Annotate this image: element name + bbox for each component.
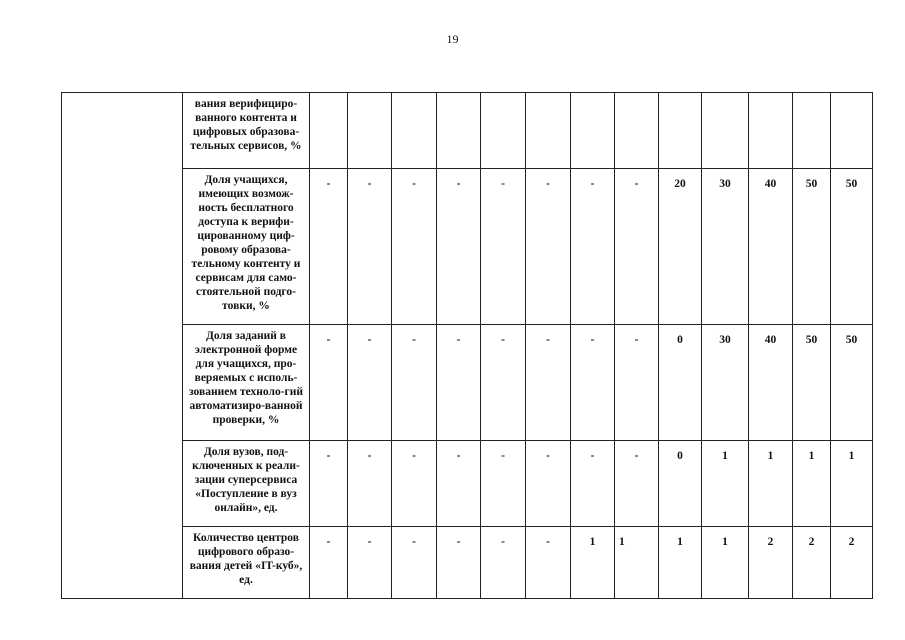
value-cell: - <box>571 169 615 325</box>
indicator-label: вания верифициро-ванного контента и цифровых образова-тельных сервисов, % <box>190 98 302 152</box>
value-cell: 50 <box>831 169 873 325</box>
value-cell: 50 <box>793 325 831 441</box>
value-cell: 2 <box>793 527 831 599</box>
value-cell: - <box>571 441 615 527</box>
table-row <box>62 527 873 599</box>
indicator-label-cell <box>183 169 310 325</box>
value-cell: 1 <box>831 441 873 527</box>
value-cell: - <box>392 527 437 599</box>
value-cell: - <box>615 441 659 527</box>
value-cell: - <box>348 325 392 441</box>
table-row <box>62 93 873 169</box>
indicator-label: Доля учащихся, имеющих возмож-ность бесплатного доступа к верифи-цированному циф-ровому образова-тельному контенту и сервисам для само-стоятельной подго-товки, % <box>191 174 301 312</box>
value-cell: 2 <box>831 527 873 599</box>
table-row <box>62 441 873 527</box>
value-cell <box>659 93 702 169</box>
value-cell: - <box>437 325 481 441</box>
value-cell: 40 <box>749 169 793 325</box>
value-cell <box>793 93 831 169</box>
value-cell <box>392 93 437 169</box>
value-cell: 50 <box>793 169 831 325</box>
value-cell: 1 <box>659 527 702 599</box>
table-row <box>62 169 873 325</box>
value-cell: - <box>348 169 392 325</box>
indicator-label-cell <box>183 325 310 441</box>
value-cell: - <box>348 527 392 599</box>
value-cell: - <box>526 325 571 441</box>
value-cell: - <box>310 325 348 441</box>
indicators-table <box>61 92 873 599</box>
value-cell: - <box>392 169 437 325</box>
value-cell: 2 <box>749 527 793 599</box>
indicator-label-cell <box>183 527 310 599</box>
value-cell: 0 <box>659 325 702 441</box>
value-cell: 0 <box>659 441 702 527</box>
value-cell: - <box>526 527 571 599</box>
empty-first-column-cell <box>62 93 183 599</box>
value-cell: - <box>571 325 615 441</box>
value-cell: - <box>310 527 348 599</box>
value-cell: - <box>526 169 571 325</box>
value-cell: - <box>615 325 659 441</box>
value-cell <box>437 93 481 169</box>
value-cell: 30 <box>702 169 749 325</box>
value-cell: - <box>437 527 481 599</box>
indicator-label: Количество центров цифрового образо-вания детей «IT-куб», ед. <box>189 532 303 586</box>
indicator-label: Доля вузов, под-ключенных к реали-зации суперсервиса «Поступление в вуз онлайн», ед. <box>192 446 300 514</box>
value-cell <box>831 93 873 169</box>
value-cell: 1 <box>615 527 659 599</box>
value-cell <box>749 93 793 169</box>
value-cell: 30 <box>702 325 749 441</box>
value-cell: - <box>310 169 348 325</box>
value-cell <box>481 93 526 169</box>
value-cell: - <box>481 325 526 441</box>
value-cell: - <box>481 169 526 325</box>
value-cell: - <box>310 441 348 527</box>
page-number: 19 <box>446 32 459 46</box>
indicator-label: Доля заданий в электронной форме для учащихся, про-веряемых с исполь-зованием техноло-гий автоматизиро-ванной проверки, % <box>188 330 304 426</box>
value-cell: - <box>392 325 437 441</box>
value-cell: - <box>615 169 659 325</box>
value-cell <box>526 93 571 169</box>
value-cell: 1 <box>793 441 831 527</box>
value-cell: - <box>526 441 571 527</box>
value-cell <box>702 93 749 169</box>
indicator-label-cell <box>183 93 310 169</box>
value-cell: 1 <box>749 441 793 527</box>
value-cell: 1 <box>571 527 615 599</box>
table-row <box>62 325 873 441</box>
value-cell: - <box>437 169 481 325</box>
value-cell: 50 <box>831 325 873 441</box>
value-cell <box>615 93 659 169</box>
value-cell: 20 <box>659 169 702 325</box>
value-cell: 1 <box>702 441 749 527</box>
value-cell: - <box>437 441 481 527</box>
value-cell: - <box>392 441 437 527</box>
value-cell: - <box>348 441 392 527</box>
value-cell <box>310 93 348 169</box>
value-cell: - <box>481 441 526 527</box>
indicator-label-cell <box>183 441 310 527</box>
value-cell <box>571 93 615 169</box>
value-cell: 40 <box>749 325 793 441</box>
value-cell: - <box>481 527 526 599</box>
value-cell <box>348 93 392 169</box>
value-cell: 1 <box>702 527 749 599</box>
